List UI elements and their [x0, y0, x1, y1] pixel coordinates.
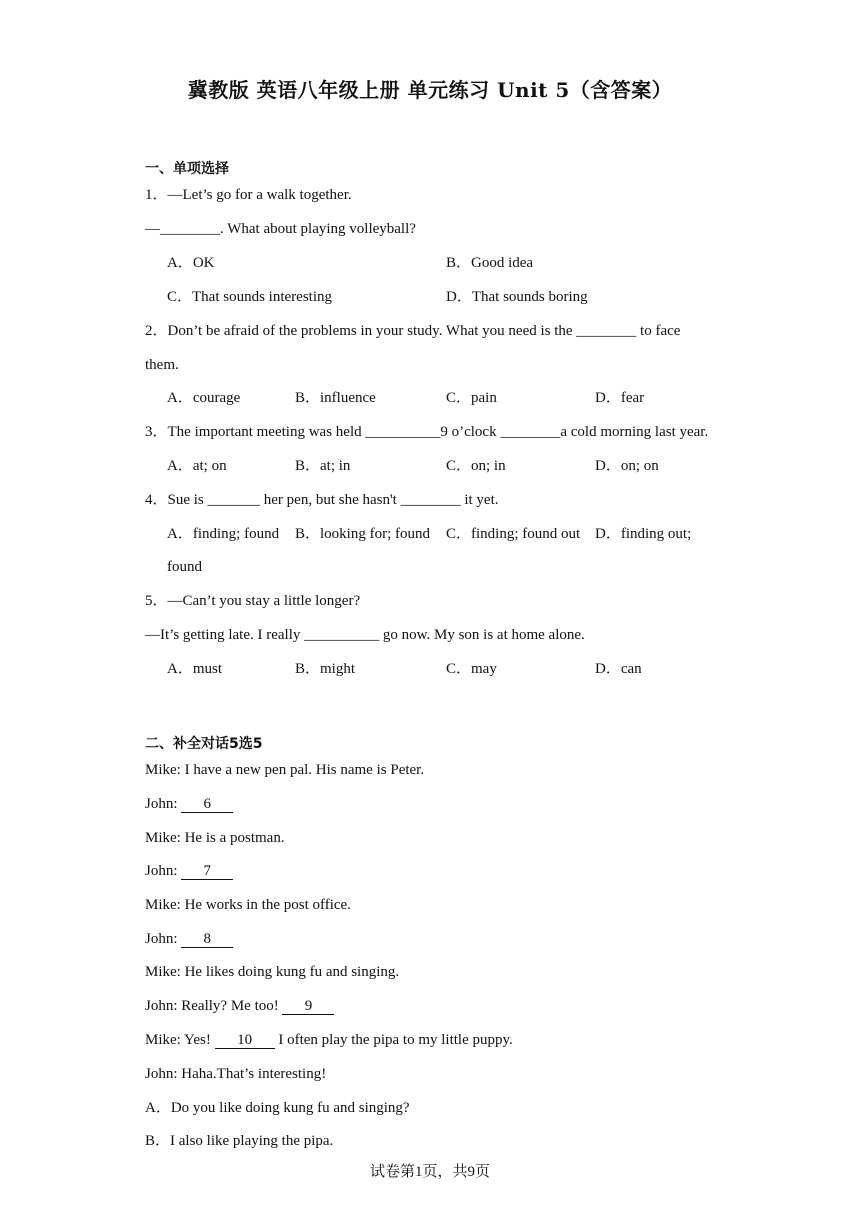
question-4-stem: 4．Sue is _______ her pen, but she hasn't ________ it yet.	[145, 492, 499, 508]
dialogue-line-with-blank-10	[145, 1031, 513, 1049]
dialogue-line: Mike: I have a new pen pal. His name is Peter.	[145, 762, 425, 778]
question-3-stem: 3．The important meeting was held __________9 o’clock ________a cold morning last year.	[145, 424, 709, 440]
speaker-text-continued: I often play the pipa to my little puppy.	[274, 1032, 513, 1048]
dialogue-line: Mike: He is a postman.	[145, 830, 285, 846]
dialogue-line: John: Haha.That’s interesting!	[145, 1066, 327, 1082]
answer-blank-10: 10	[215, 1033, 275, 1049]
question-5-option-b: B．might	[295, 661, 356, 677]
page-title: 冀教版 英语八年级上册 单元练习 Unit 5（含答案）	[187, 78, 673, 102]
page-footer: 试卷第1页，共9页	[369, 1164, 490, 1180]
speaker-label: John:	[145, 931, 182, 947]
section-heading-single-choice: 一、单项选择	[145, 161, 229, 177]
answer-blank-6: 6	[181, 797, 233, 813]
question-5-option-d: D．can	[595, 661, 642, 677]
question-4-option-a: A．finding; found	[167, 526, 280, 542]
question-3-option-d: D．on; on	[595, 458, 659, 474]
question-1-stem: 1．—Let’s go for a walk together.	[145, 187, 352, 203]
question-2-stem: 2．Don’t be afraid of the problems in your study. What you need is the ________ to face	[145, 323, 681, 339]
question-3-option-b: B．at; in	[295, 458, 351, 474]
question-2-option-b: B．influence	[295, 390, 376, 406]
section-heading-dialogue: 二、补全对话5选5	[145, 736, 263, 752]
speaker-text: Mike: Yes!	[145, 1032, 215, 1048]
question-5-option-c: C．may	[446, 661, 497, 677]
question-5-stem: 5．—Can’t you stay a little longer?	[145, 593, 361, 609]
answer-blank-8: 8	[181, 932, 233, 948]
answer-blank-9: 9	[282, 999, 334, 1015]
dialogue-line-with-blank-6	[145, 795, 233, 813]
speaker-text: John: Really? Me too!	[145, 998, 283, 1014]
question-4-option-d: D．finding out;	[595, 526, 692, 542]
question-4-option-c: C．finding; found out	[446, 526, 581, 542]
question-1-option-b: B．Good idea	[446, 255, 534, 271]
dialogue-line: Mike: He likes doing kung fu and singing.	[145, 964, 400, 980]
question-3-option-a: A．at; on	[167, 458, 227, 474]
question-2-option-d: D．fear	[595, 390, 645, 406]
question-2-option-c: C．pain	[446, 390, 497, 406]
question-1-option-a: A．OK	[167, 255, 215, 271]
question-4-option-b: B．looking for; found	[295, 526, 430, 542]
dialogue-line-with-blank-8	[145, 930, 233, 948]
question-1-stem-2: —________. What about playing volleyball?	[145, 221, 416, 237]
dialogue-line-with-blank-7	[145, 862, 233, 880]
speaker-label: John:	[145, 863, 182, 879]
question-2-stem-2: them.	[145, 357, 179, 373]
dialogue-line: Mike: He works in the post office.	[145, 897, 351, 913]
question-5-option-a: A．must	[167, 661, 223, 677]
question-3-option-c: C．on; in	[446, 458, 506, 474]
answer-blank-7: 7	[181, 864, 233, 880]
question-5-stem-2: —It’s getting late. I really __________ go now. My son is at home alone.	[145, 627, 585, 643]
question-2-option-a: A．courage	[167, 390, 241, 406]
dialogue-option-b: B．I also like playing the pipa.	[145, 1133, 334, 1149]
dialogue-option-a: A．Do you like doing kung fu and singing?	[145, 1100, 410, 1116]
question-1-option-d: D．That sounds boring	[446, 289, 588, 305]
speaker-label: John:	[145, 796, 182, 812]
question-1-option-c: C．That sounds interesting	[167, 289, 332, 305]
dialogue-line-with-blank-9	[145, 997, 334, 1015]
question-4-option-d-continued: found	[167, 559, 202, 575]
